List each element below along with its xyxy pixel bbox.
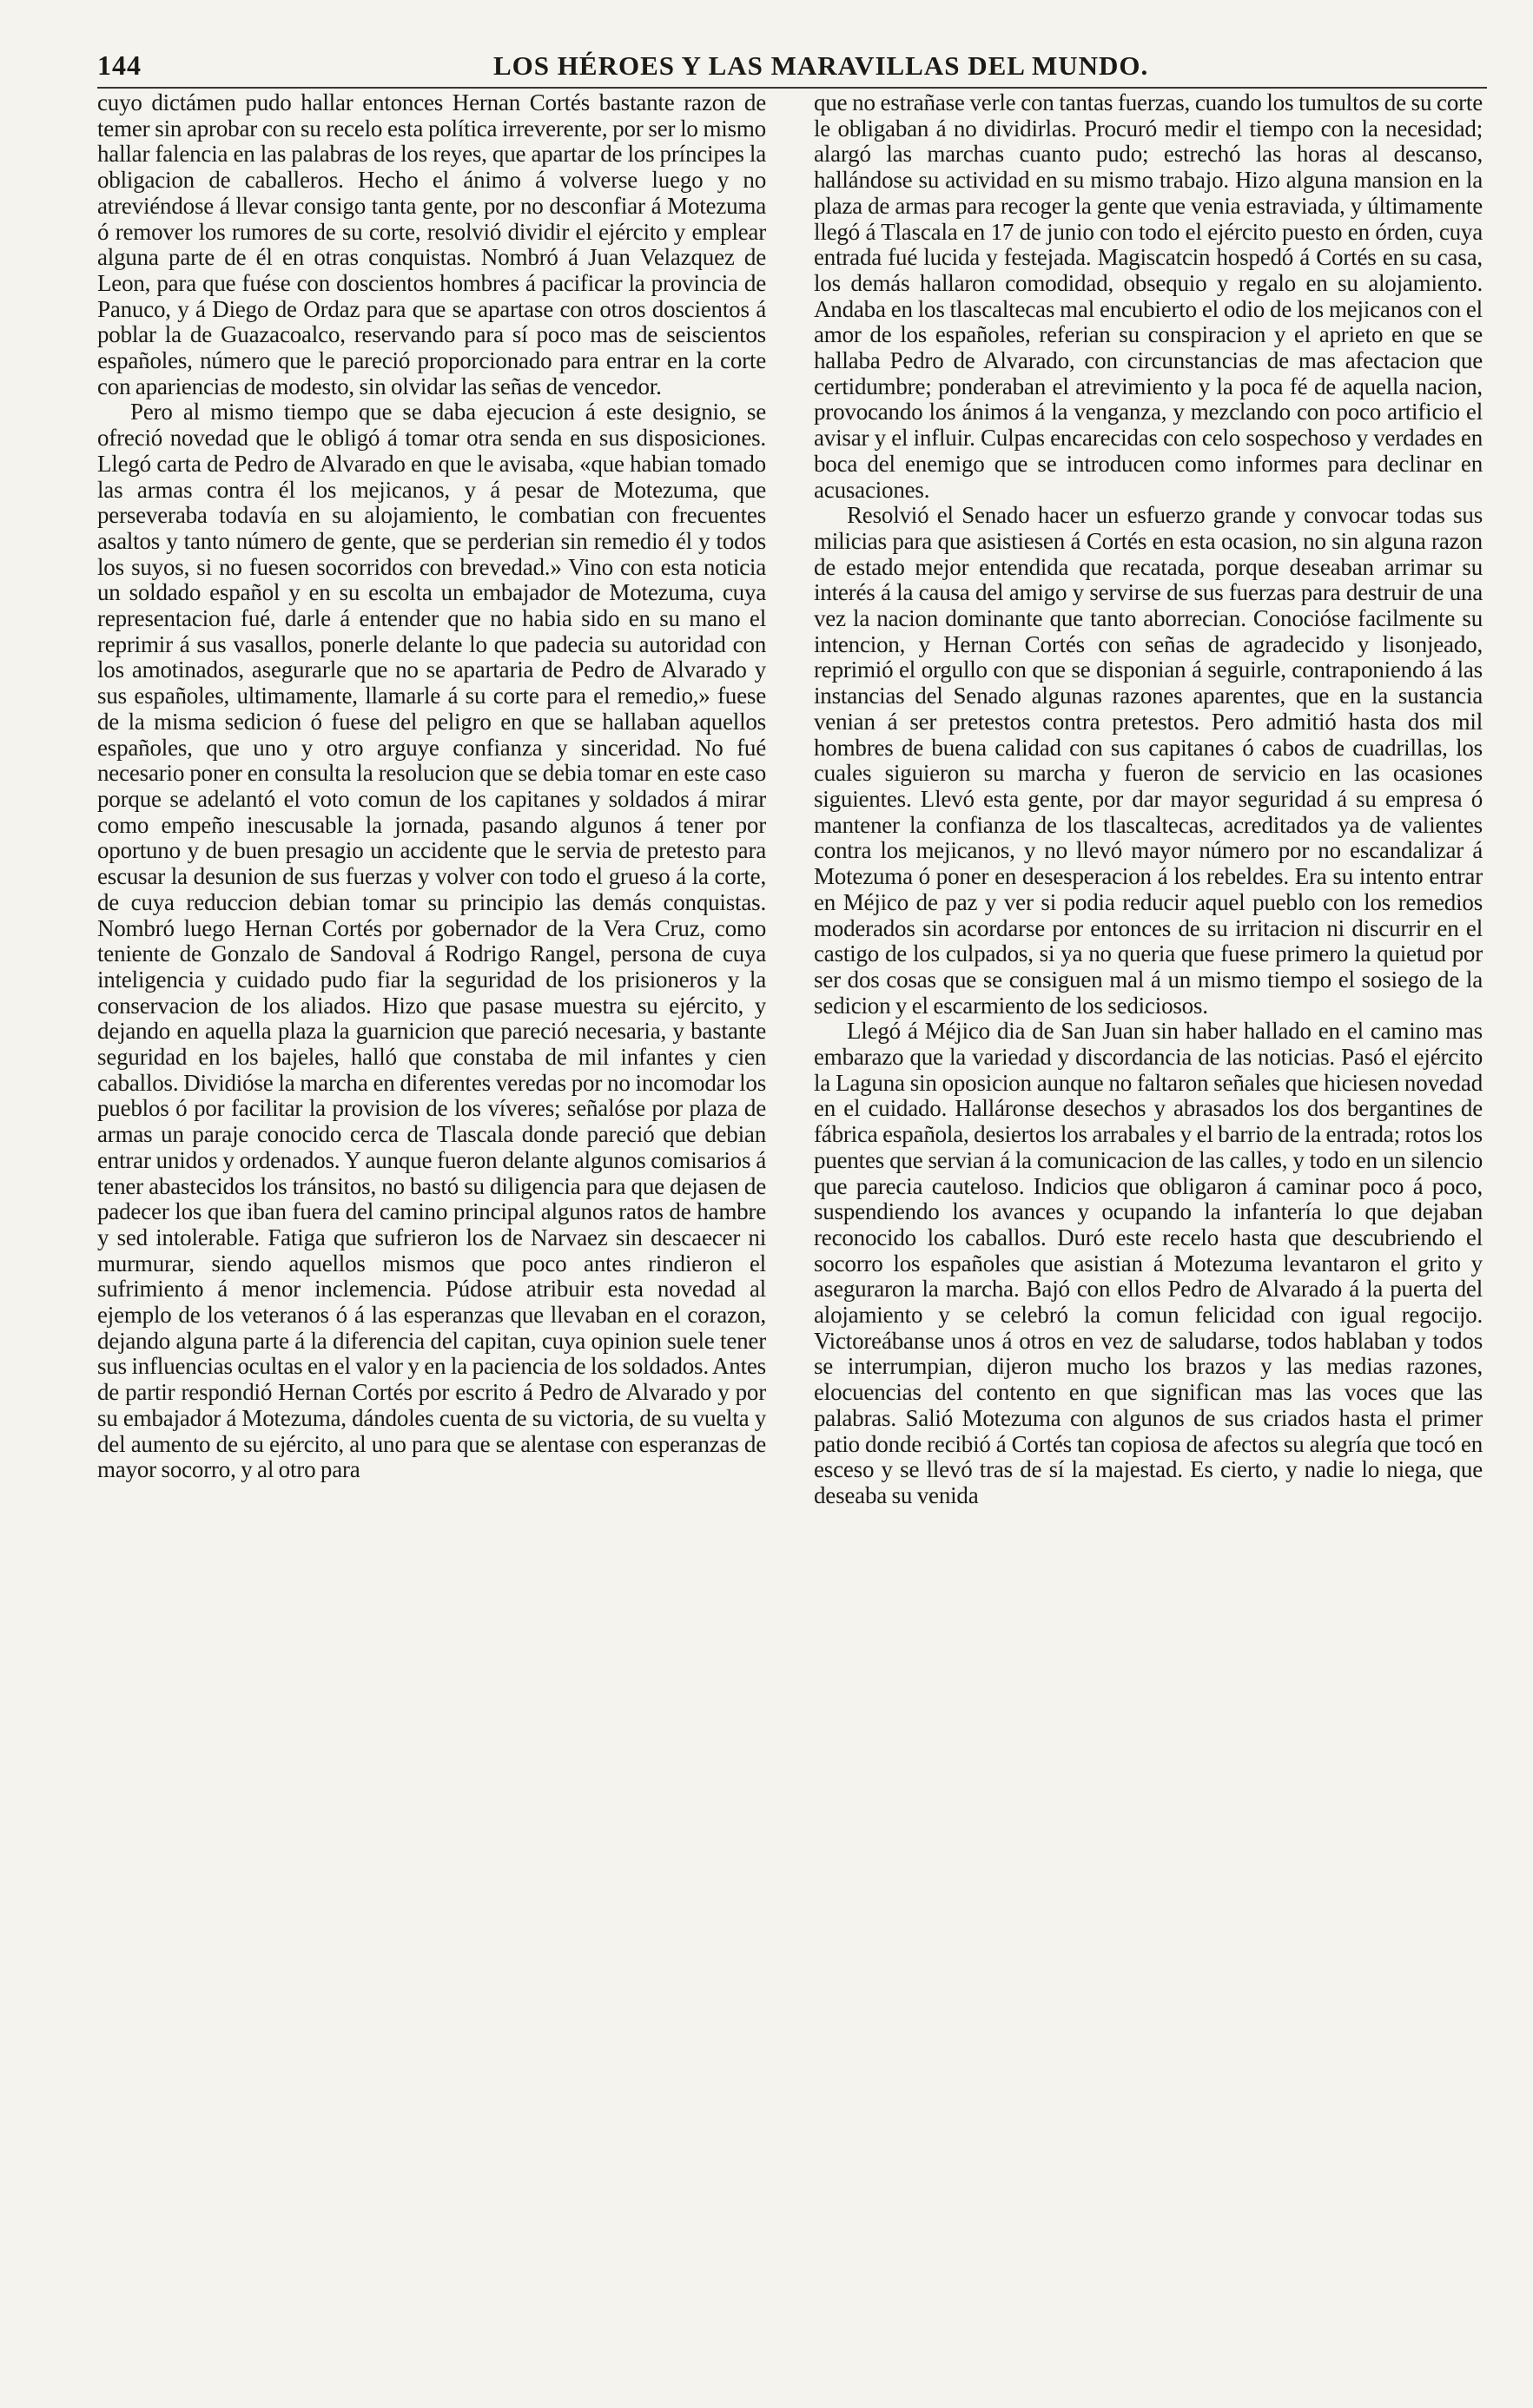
running-header [97, 45, 1487, 89]
right-column [814, 90, 1483, 2365]
page-number: 144 [97, 49, 142, 81]
paragraph: Llegó á Méjico dia de San Juan sin haber hallado en el camino mas embarazo que la variedad y discordancia de las noticias. Pasó el ejército la Laguna sin oposicion aunque no faltaron señales que hiciesen novedad en el cuidado. Halláronse desechos y abrasados los dos bergantines de fábrica española, desiertos los arrabales y el barrio de la entrada; rotos los puentes que servian á la comunicacion de las calles, y todo en un silencio que parecia cauteloso. Indicios que obligaron á caminar poco á poco, suspendiendo los avances y ocupando la infantería lo que dejaban reconocido los caballos. Duró este recelo hasta que descubriendo el socorro los españoles que asistian á Motezuma levantaron el grito y aseguraron la marcha. Bajó con ellos Pedro de Alvarado á la puerta del alojamiento y se celebró la comun felicidad con igual regocijo. Victoreábanse unos á otros en vez de saludarse, todos hablaban y todos se interrumpian, dijeron mucho los brazos y las medias razones, elocuencias del contento en que significan mas las voces que las palabras. Salió Motezuma con algunos de sus criados hasta el primer patio donde recibió á Cortés tan copiosa de afectos su alegría que tocó en esceso y se llevó tras de sí la majestad. Es cierto, y nadie lo niega, que deseaba su venida [814, 1018, 1483, 1508]
left-column [97, 90, 766, 2365]
running-title: LOS HÉROES Y LAS MARAVILLAS DEL MUNDO. [493, 50, 1149, 81]
paragraph: cuyo dictámen pudo hallar entonces Hernan Cortés bastante razon de temer sin aprobar con su recelo esta política irreverente, por ser lo mismo hallar falencia en las palabras de los reyes, que apartar de los príncipes la obligacion de caballeros. Hecho el ánimo á volverse luego y no atreviéndose á llevar consigo tanta gente, por no desconfiar á Motezuma ó remover los rumores de su corte, resolvió dividir el ejército y emplear alguna parte de él en otras conquistas. Nombró á Juan Velazquez de Leon, para que fuése con doscientos hombres á pacificar la provincia de Panuco, y á Diego de Ordaz para que se apartase con otros doscientos á poblar la de Guazacoalco, reservando para sí poco mas de seiscientos españoles, número que le pareció proporcionado para entrar en la corte con apariencias de modesto, sin olvidar las señas de vencedor. [97, 90, 766, 399]
paragraph: Resolvió el Senado hacer un esfuerzo grande y convocar todas sus milicias para que asistiesen á Cortés en esta ocasion, no sin alguna razon de estado mejor entendida que recatada, porque deseaban arrimar su interés á la causa del amigo y servirse de sus fuerzas para destruir de una vez la nacion dominante que tanto aborrecian. Conocióse facilmente su intencion, y Hernan Cortés con señas de agradecido y lisonjeado, reprimió el orgullo con que se disponian á seguirle, contraponiendo á las instancias del Senado algunas razones aparentes, que en la sustancia venian á ser pretestos contra pretestos. Pero admitió hasta dos mil hombres de buena calidad con sus capitanes ó cabos de cuadrillas, los cuales siguieron su marcha y fueron de servicio en las ocasiones siguientes. Llevó esta gente, por dar mayor seguridad á su empresa ó mantener la confianza de los tlascaltecas, acreditados ya de valientes contra los mejicanos, y no llevó mayor número por no escandalizar á Motezuma ó poner en desesperacion á los rebeldes. Era su intento entrar en Méjico de paz y ver si podia reducir aquel pueblo con los remedios moderados sin acordarse por entonces de su irritacion ni discurrir en el castigo de los culpados, si ya no queria que fuese primero la quietud por ser dos cosas que se consiguen mal á un mismo tiempo el sosiego de la sedicion y el escarmiento de los sediciosos. [814, 502, 1483, 1019]
text-columns [97, 90, 1487, 2365]
paragraph: que no estrañase verle con tantas fuerzas, cuando los tumultos de su corte le obligaban á no dividirlas. Procuró medir el tiempo con la necesidad; alargó las marchas cuanto pudo; estrechó las horas al descanso, hallándose su actividad en su mismo trabajo. Hizo alguna mansion en la plaza de armas para recoger la gente que venia estraviada, y últimamente llegó á Tlascala en 17 de junio con todo el ejército puesto en órden, cuya entrada fué lucida y festejada. Magiscatcin hospedó á Cortés en su casa, los demás hallaron comodidad, obsequio y regalo en su alojamiento. Andaba en los tlascaltecas mal encubierto el odio de los mejicanos con el amor de los españoles, referian su conspiracion y el aprieto en que se hallaba Pedro de Alvarado, con circunstancias de mas afectacion que certidumbre; ponderaban el atrevimiento y la poca fé de aquella nacion, provocando los ánimos á la venganza, y mezclando con poco artificio el avisar y el influir. Culpas encarecidas con celo sospechoso y verdades en boca del enemigo que se introducen como informes para declinar en acusaciones. [814, 90, 1483, 503]
column-divider [789, 92, 790, 2350]
paragraph: Pero al mismo tiempo que se daba ejecucion á este designio, se ofreció novedad que le obligó á tomar otra senda en sus disposiciones. Llegó carta de Pedro de Alvarado en que le avisaba, «que habian tomado las armas contra él los mejicanos, y á pesar de Motezuma, que perseveraba todavía en su alojamiento, le combatian con frecuentes asaltos y tanto número de gente, que se perderian sin remedio él y todos los suyos, si no fuesen socorridos con brevedad.» Vino con esta noticia un soldado español y en su escolta un embajador de Motezuma, cuya representacion fué, darle á entender que no habia sido en su mano el reprimir á sus vasallos, ponerle delante lo que padecia su autoridad con los amotinados, asegurarle que no se apartaria de Pedro de Alvarado y sus españoles, ultimamente, llamarle á su corte para el remedio,» fuese de la misma sedicion ó fuese del peligro en que se hallaban aquellos españoles, que uno y otro arguye confianza y sinceridad. No fué necesario poner en consulta la resolucion que se debia tomar en este caso porque se adelantó el voto comun de los capitanes y soldados á mirar como empeño inescusable la jornada, pasando algunos á tener por oportuno y de buen presagio un accidente que le servia de pretesto para escusar la desunion de sus fuerzas y volver con todo el grueso á la corte, de cuya reduccion debian tomar su principio las demás conquistas. Nombró luego Hernan Cortés por gobernador de la Vera Cruz, como teniente de Gonzalo de Sandoval á Rodrigo Rangel, persona de cuya inteligencia y cuidado pudo fiar la seguridad de los prisioneros y la conservacion de los aliados. Hizo que pasase muestra su ejército, y dejando en aquella plaza la guarnicion que pareció necesaria, y bastante seguridad en los bajeles, halló que constaba de mil infantes y cien caballos. Dividióse la marcha en diferentes veredas por no incomodar los pueblos ó por facilitar la provision de los víveres; señalóse por plaza de armas un paraje conocido cerca de Tlascala donde pareció que debian entrar unidos y ordenados. Y aunque fueron delante algunos comisarios á tener abastecidos los tránsitos, no bastó su diligencia para que dejasen de padecer los que iban fuera del camino principal algunos ratos de hambre y sed intolerable. Fatiga que sufrieron los de Narvaez sin descaecer ni murmurar, siendo aquellos mismos que poco antes rindieron el sufrimiento á menor inclemencia. Púdose atribuir esta novedad al ejemplo de los veteranos ó á las esperanzas que llevaban en el corazon, dejando alguna parte á la diferencia del capitan, cuya opinion suele tener sus influencias ocultas en el valor y en la paciencia de los soldados. Antes de partir respondió Hernan Cortés por escrito á Pedro de Alvarado y por su embajador á Motezuma, dándoles cuenta de su victoria, de su vuelta y del aumento de su ejército, al uno para que se alentase con esperanzas de mayor socorro, y al otro para [97, 399, 766, 1483]
page [97, 45, 1487, 2381]
